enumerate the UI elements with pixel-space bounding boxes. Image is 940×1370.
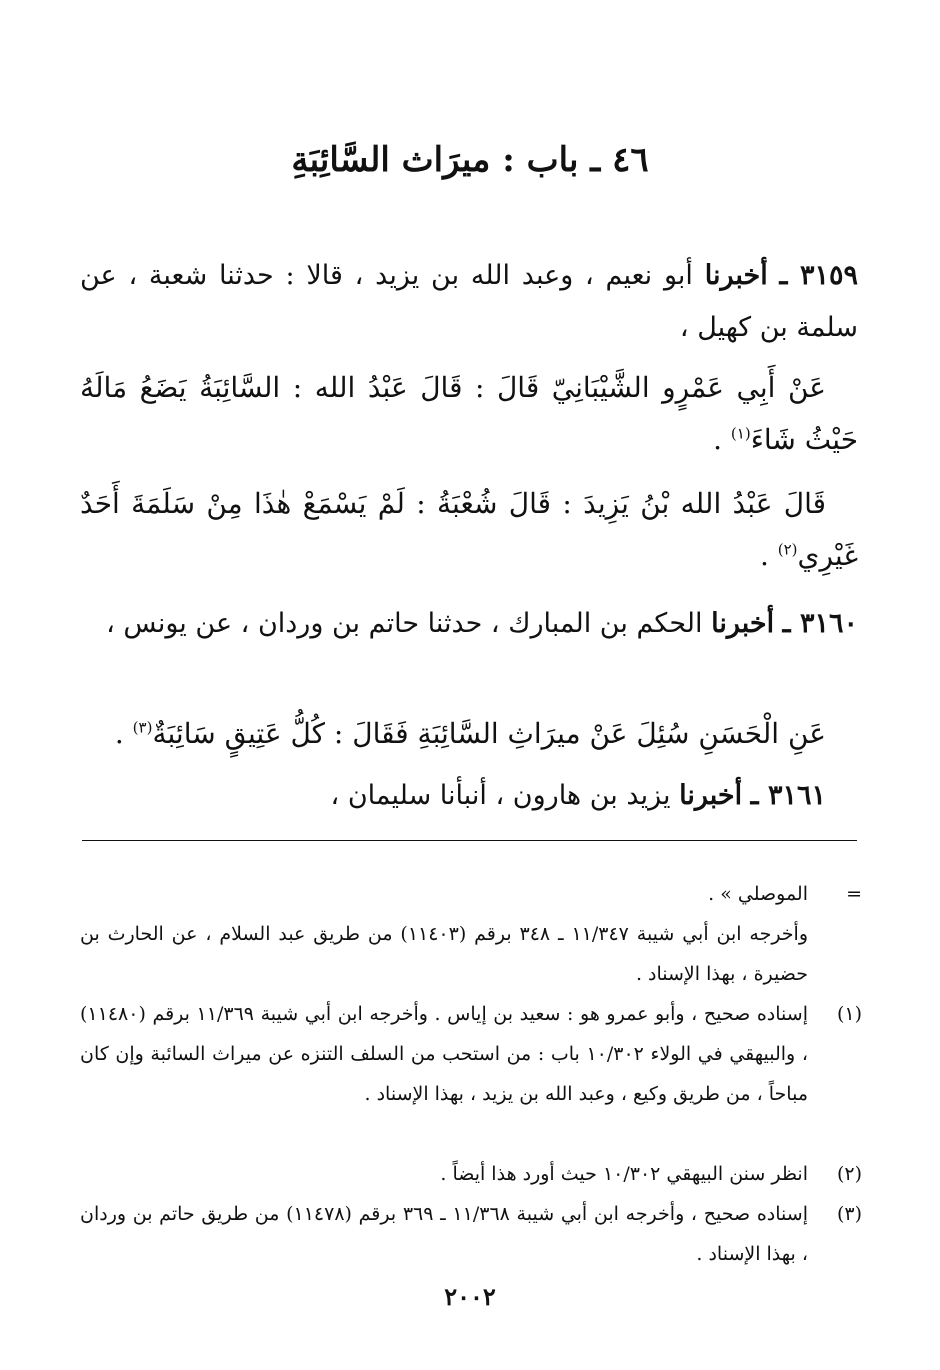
footnote-continuation	[80, 914, 858, 994]
footnote-text: إسناده صحيح ، وأخرجه ابن أبي شيبة ١١/٣٦٨ ـ ٣٦٩ برقم (١١٤٧٨) من طريق حاتم بن وردان ، بهذا الإسناد .	[80, 1203, 808, 1265]
hadith-3159-matn-1	[80, 362, 858, 466]
matn-end: .	[114, 717, 133, 750]
hadith-isnad-text: الحكم بن المبارك ، حدثنا حاتم بن وردان ، عن يونس ،	[106, 608, 712, 639]
hadith-3160-isnad	[80, 598, 858, 650]
hadith-lead: أخبرنا	[704, 260, 768, 291]
footnote-text: انظر سنن البيهقي ١٠/٣٠٢ حيث أورد هذا أيضاً .	[440, 1163, 808, 1185]
matn-text: عَنِ الْحَسَنِ سُئِلَ عَنْ ميرَاثِ السَّائِبَةِ فَقَالَ : كُلُّ عَتِيقٍ سَائِبَةٌ	[152, 717, 826, 750]
chapter-title: ٤٦ ـ باب : ميرَاث السَّائِبَةِ	[291, 140, 649, 180]
footnote-mark: (٢)	[836, 1163, 862, 1185]
footnote-ref-1: (١)	[730, 424, 751, 443]
hadith-isnad-text: أبو نعيم ، وعبد الله بن يزيد ، قالا : حدثنا شعبة ، عن سلمة بن كهيل ،	[80, 260, 858, 343]
footnote-text: الموصلي » .	[708, 883, 808, 905]
hadith-3159-isnad	[80, 250, 858, 354]
footnote-mark: (١)	[836, 1003, 862, 1025]
footnote-separator	[82, 840, 857, 841]
page-number: ٢٠٠٢	[444, 1282, 496, 1311]
footnote-text: وأخرجه ابن أبي شيبة ١١/٣٤٧ ـ ٣٤٨ برقم (١١٤٠٣) من طريق عبد السلام ، عن الحارث بن حضيرة ، بهذا الإسناد .	[80, 923, 809, 985]
matn-text: قَالَ عَبْدُ الله بْنُ يَزِيدَ : قَالَ شُعْبَةُ : لَمْ يَسْمَعْ هٰذَا مِنْ سَلَمَةَ أَحَدٌ غَيْرِي	[80, 487, 858, 572]
footnote-text: إسناده صحيح ، وأبو عمرو هو : سعيد بن إياس . وأخرجه ابن أبي شيبة ١١/٣٦٩ برقم (١١٤٨٠) ، والبيهقي في الولاء ١٠/٣٠٢ باب : من استحب من السلف التنزه عن ميراث السائبة وإن كان مباحاً ، من طريق وكيع ، وعبد الله بن يزيد ، بهذا الإسناد .	[80, 1003, 808, 1105]
hadith-number: ٣١٥٩ ـ	[779, 260, 859, 291]
footnote-ref-2: (٢)	[777, 540, 798, 559]
matn-end: .	[713, 423, 731, 456]
hadith-lead: أخبرنا	[711, 608, 775, 639]
footnote-mark: (٣)	[836, 1203, 862, 1225]
footnote-ref-3: (٣)	[132, 718, 153, 737]
matn-text: عَنْ أَبِي عَمْرٍو الشَّيْبَانِيّ قَالَ : قَالَ عَبْدُ الله : السَّائِبَةُ يَضَعُ مَالَهُ حَيْثُ شَاءَ	[80, 371, 858, 456]
hadith-3161-isnad	[80, 770, 858, 822]
hadith-isnad-text: يزيد بن هارون ، أنبأنا سليمان ،	[330, 780, 680, 811]
hadith-number: ٣١٦٠ ـ	[782, 608, 858, 639]
footnote-continuation	[80, 874, 862, 914]
hadith-3160-matn	[80, 708, 858, 760]
footnote-mark: =	[846, 883, 862, 905]
footnote-3	[80, 1194, 862, 1274]
hadith-number: ٣١٦١ ـ	[750, 780, 826, 811]
hadith-lead: أخبرنا	[679, 780, 743, 811]
hadith-3159-matn-2	[80, 478, 858, 582]
footnote-1	[80, 994, 862, 1114]
footnote-2	[80, 1154, 862, 1194]
matn-end: .	[759, 539, 778, 572]
